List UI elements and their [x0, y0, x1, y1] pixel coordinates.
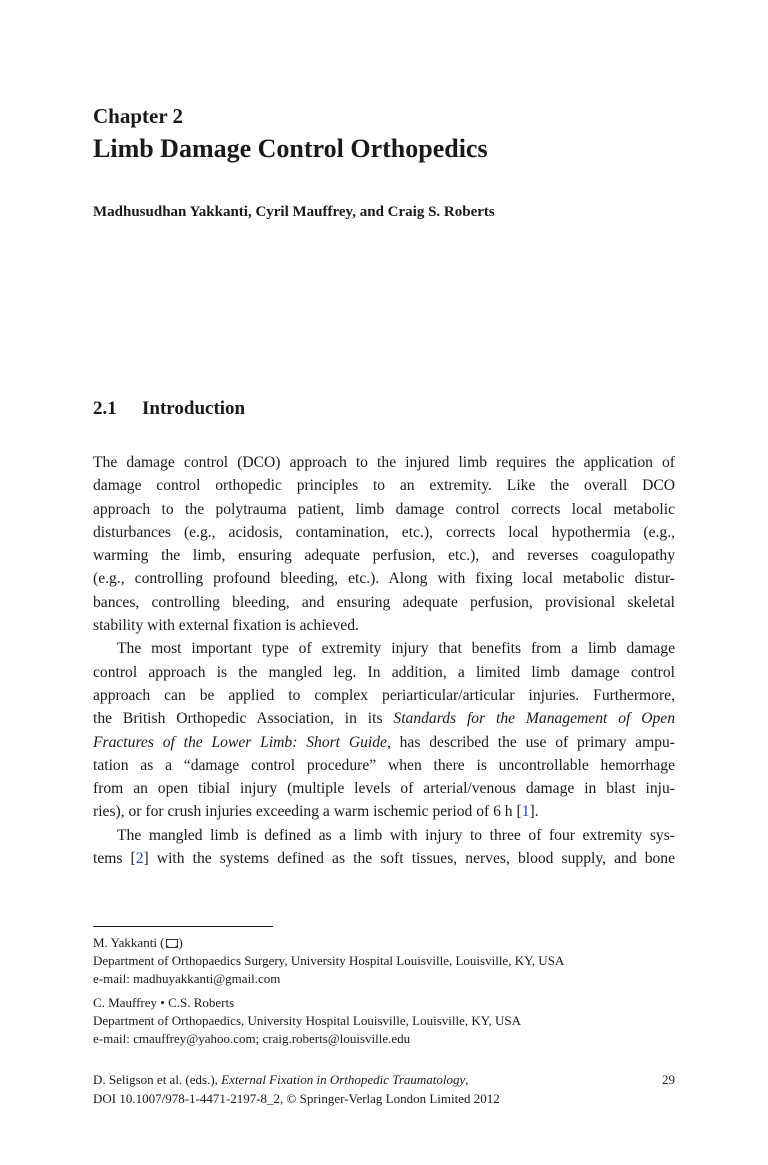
paragraph-2-line: control approach is the mangled leg. In addition, a limited limb damage control — [93, 663, 675, 681]
footnote-rule — [93, 926, 273, 927]
paragraph-2-line — [93, 731, 675, 754]
paragraph-1-line: (e.g., controlling profound bleeding, etc.). Along with fixing local metabolic distur- — [93, 570, 675, 588]
author-2-email[interactable]: e-mail: cmauffrey@yahoo.com; craig.roberts@louisville.edu — [93, 1031, 411, 1046]
footnote-author-1 — [93, 934, 564, 988]
citation-link-1[interactable]: 1 — [521, 803, 530, 821]
author-2-affiliation: Department of Orthopaedics, University Hospital Louisville, Louisville, KY, USA — [93, 1013, 521, 1028]
author-1-email[interactable]: e-mail: madhuyakkanti@gmail.com — [93, 971, 281, 986]
paragraph-2-line — [93, 707, 675, 730]
author-2-names: C. Mauffrey • C.S. Roberts — [93, 995, 235, 1010]
guide-title-part-1: Standards for the Management of Open — [393, 710, 675, 728]
book-title: External Fixation in Orthopedic Traumatology — [221, 1072, 466, 1087]
section-heading — [93, 398, 245, 420]
footnote-author-2 — [93, 994, 521, 1048]
paragraph-2-line: The most important type of extremity injury that benefits from a limb damage — [117, 640, 675, 658]
paragraph-2-line: tation as a “damage control procedure” when there is uncontrollable hemorrhage — [93, 756, 675, 774]
paragraph-1-line: The damage control (DCO) approach to the injured limb requires the application of — [93, 454, 675, 471]
paragraph-2-text: , has described the use of primary ampu- — [386, 733, 676, 751]
book-editors: D. Seligson et al. (eds.), — [93, 1072, 222, 1087]
chapter-title: Limb Damage Control Orthopedics — [93, 134, 488, 163]
paragraph-1-line: damage control orthopedic principles to an extremity. Like the overall DCO — [93, 477, 675, 495]
guide-title-part-2: Fractures of the Lower Limb: Short Guide — [93, 733, 387, 751]
paragraph-3-text: tems [ — [93, 850, 136, 868]
section-number: 2.1 — [93, 398, 117, 419]
paragraph-2-text: ]. — [529, 803, 539, 821]
paragraph-2-line: approach can be applied to complex periarticular/articular injuries. Furthermore, — [93, 686, 675, 704]
paragraph-3-text: ] with the systems defined as the soft tissues, nerves, blood supply, and bone — [143, 850, 676, 868]
section-title: Introduction — [142, 398, 246, 419]
paragraph-2-text: ries), or for crush injuries exceeding a warm ischemic period of 6 h [ — [93, 803, 522, 821]
paragraph-1-line: stability with external fixation is achieved. — [93, 617, 359, 635]
body-text — [93, 451, 675, 870]
citation-line-1 — [93, 1070, 675, 1089]
paragraph-1-line: approach to the polytrauma patient, limb damage control corrects local metabolic — [93, 500, 675, 518]
citation-footer — [93, 1070, 675, 1108]
paragraph-1-line: disturbances (e.g., acidosis, contamination, etc.), corrects local hypothermia (e.g., — [93, 523, 675, 541]
paragraph-1-line: bances, controlling bleeding, and ensuring adequate perfusion, provisional skeletal — [93, 593, 675, 611]
paragraph-3-line: The mangled limb is defined as a limb with injury to three of four extremity sys- — [117, 826, 675, 844]
citation-link-2[interactable]: 2 — [135, 850, 144, 868]
author-1-name-line — [93, 934, 564, 952]
chapter-number: Chapter 2 — [93, 104, 184, 128]
paragraph-2-line: from an open tibial injury (multiple levels of arterial/venous damage in blast inju- — [93, 780, 675, 798]
author-1-name-close: ) — [178, 935, 183, 950]
paragraph-3-line — [93, 847, 675, 870]
paragraph-1-line: warming the limb, ensuring adequate perfusion, etc.), and reverses coagulopathy — [93, 547, 675, 565]
author-1-affiliation: Department of Orthopaedics Surgery, University Hospital Louisville, Louisville, KY, USA — [93, 953, 565, 968]
page-number: 29 — [662, 1072, 675, 1087]
paragraph-2-line — [93, 800, 675, 823]
envelope-icon — [166, 939, 178, 948]
paragraph-2-text: the British Orthopedic Association, in its — [93, 710, 394, 728]
doi-line: DOI 10.1007/978-1-4471-2197-8_2, © Springer-Verlag London Limited 2012 — [93, 1091, 500, 1106]
citation-comma: , — [465, 1072, 469, 1087]
chapter-authors: Madhusudhan Yakkanti, Cyril Mauffrey, and Craig S. Roberts — [93, 204, 495, 220]
author-1-name: M. Yakkanti ( — [93, 935, 165, 950]
